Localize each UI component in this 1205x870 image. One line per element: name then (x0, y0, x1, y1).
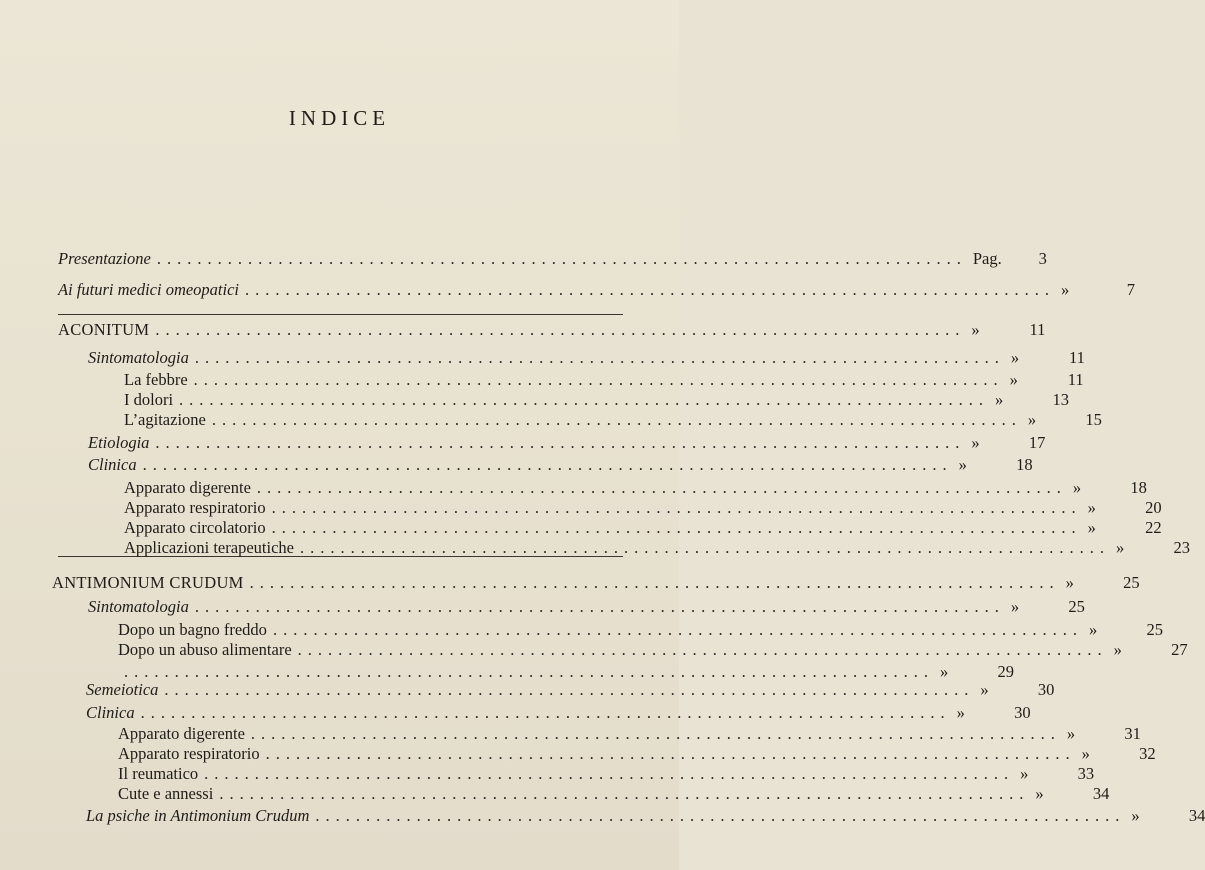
toc-entry (118, 744, 1156, 764)
page-reference (959, 455, 1033, 475)
toc-entry (58, 320, 1046, 340)
toc-entry-label: Dopo un bagno freddo (118, 620, 267, 639)
page-number: 11 (1067, 370, 1084, 389)
dot-leader: ................................................................................ (219, 784, 1030, 803)
page-title: INDICE (288, 106, 391, 131)
dot-leader: ................................................................................ (249, 573, 1060, 592)
page-reference (1067, 724, 1141, 744)
dot-leader: ................................................................................ (250, 724, 1061, 743)
dot-leader: ................................................................................ (179, 390, 990, 409)
dot-leader: ................................................................................ (256, 478, 1067, 497)
dot-leader: ................................................................................ (204, 764, 1015, 783)
page-number: 25 (1068, 597, 1085, 616)
toc-entry (118, 662, 1014, 682)
toc-entry (118, 764, 1095, 784)
page-reference (1011, 348, 1085, 368)
toc-entry-label: Ai futuri medici omeopatici (58, 280, 240, 299)
ditto-mark: Pag. (972, 249, 1002, 268)
page-reference (1114, 640, 1188, 660)
page-reference (957, 703, 1031, 723)
toc-entry-label: La febbre (124, 370, 188, 389)
toc-entry-label: Dopo un abuso alimentare (118, 640, 292, 659)
page-number: 27 (1171, 640, 1188, 659)
ditto-mark: » (1027, 410, 1037, 429)
dot-leader: ................................................................................ (297, 640, 1108, 659)
page-reference (1066, 573, 1140, 593)
page-number: 3 (1038, 249, 1047, 268)
dot-leader: ................................................................................ (315, 806, 1126, 825)
page-reference (973, 249, 1047, 269)
ditto-mark: » (1065, 573, 1074, 592)
page-reference (980, 680, 1054, 700)
page-number: 17 (1028, 433, 1046, 452)
page-number: 13 (1052, 390, 1070, 409)
toc-entry (118, 640, 1188, 660)
page-reference (1088, 518, 1162, 538)
toc-entry (58, 280, 1136, 300)
ditto-mark: » (1009, 370, 1018, 389)
page-number: 29 (997, 662, 1014, 681)
toc-entry-label: L’agitazione (124, 410, 206, 429)
page-reference (1020, 764, 1094, 784)
page-number: 23 (1173, 538, 1190, 557)
toc-entry-label: Apparato respiratorio (124, 498, 266, 517)
dot-leader: ................................................................................ (140, 703, 951, 722)
dot-leader: ................................................................................ (155, 320, 966, 339)
dot-leader: ................................................................................ (124, 662, 934, 681)
toc-entry-label: Apparato digerente (124, 478, 251, 497)
toc-entry (118, 620, 1163, 640)
dot-leader: ................................................................................ (142, 455, 953, 474)
dot-leader: ................................................................................ (193, 370, 1004, 389)
ditto-mark: » (980, 680, 989, 699)
toc-entry-label: La psiche in Antimonium Crudum (86, 806, 310, 825)
page-number: 11 (1068, 348, 1085, 367)
ditto-mark: » (1113, 640, 1122, 659)
ditto-mark: » (1131, 806, 1140, 825)
toc-entry (124, 498, 1162, 518)
toc-entry-label: I dolori (124, 390, 174, 409)
toc-entry-label: Apparato digerente (118, 724, 245, 743)
dot-leader: ................................................................................ (155, 433, 966, 452)
ditto-mark: » (1081, 744, 1090, 763)
page-reference (1088, 498, 1162, 518)
toc-entry-label: ACONITUM (58, 320, 150, 339)
toc-entry-label: Semeiotica (86, 680, 159, 699)
page-number: 30 (1037, 680, 1055, 699)
ditto-mark: » (1088, 620, 1098, 639)
ditto-mark: » (1010, 348, 1020, 367)
toc-entry-label: Applicazioni terapeutiche (124, 538, 294, 557)
toc-entry (86, 806, 1205, 826)
toc-entry (86, 703, 1031, 723)
toc-entry (124, 518, 1162, 538)
page-reference (1010, 370, 1084, 390)
toc-entry (124, 538, 1190, 558)
page-reference (1116, 538, 1190, 558)
page-reference (971, 320, 1045, 340)
page-reference (1089, 620, 1163, 640)
page-number: 11 (1029, 320, 1046, 339)
ditto-mark: » (1115, 538, 1125, 557)
ditto-mark: » (956, 703, 965, 722)
page-reference (1035, 784, 1109, 804)
page-number: 32 (1139, 744, 1156, 763)
page-reference (971, 433, 1045, 453)
ditto-mark: » (971, 433, 980, 452)
dot-leader: ................................................................................ (194, 597, 1005, 616)
dot-leader: ................................................................................ (245, 280, 1056, 299)
page-number: 18 (1130, 478, 1147, 497)
toc-entry (118, 784, 1110, 804)
page-reference (1131, 806, 1205, 826)
dot-leader: ................................................................................ (299, 538, 1110, 557)
page-reference (1073, 478, 1147, 498)
dot-leader: ................................................................................ (271, 498, 1082, 517)
dot-leader: ................................................................................ (272, 620, 1083, 639)
dot-leader: ................................................................................ (164, 680, 975, 699)
toc-entry (124, 478, 1147, 498)
toc-entry (52, 573, 1140, 593)
page-reference (1061, 280, 1135, 300)
ditto-mark: » (1061, 280, 1070, 299)
section-divider (58, 314, 623, 315)
toc-entry-label: Sintomatologia (88, 348, 189, 367)
page-number: 33 (1077, 764, 1095, 783)
page-number: 34 (1092, 784, 1110, 803)
ditto-mark: » (940, 662, 949, 681)
toc-entry-label: Presentazione (58, 249, 151, 268)
dot-leader: ................................................................................ (271, 518, 1082, 537)
page-reference (1011, 597, 1085, 617)
page-number: 31 (1124, 724, 1141, 743)
toc-entry (88, 597, 1085, 617)
page-number: 30 (1014, 703, 1031, 722)
page-number: 7 (1126, 280, 1136, 299)
toc-entry (124, 370, 1084, 390)
ditto-mark: » (1087, 518, 1096, 537)
page-number: 20 (1145, 498, 1162, 517)
page-number: 18 (1016, 455, 1033, 474)
ditto-mark: » (1020, 764, 1029, 783)
ditto-mark: » (1010, 597, 1020, 616)
dot-leader: ................................................................................ (194, 348, 1005, 367)
toc-entry-label: Il reumatico (118, 764, 199, 783)
page-reference (995, 390, 1069, 410)
dot-leader: ................................................................................ (265, 744, 1076, 763)
dot-leader: ................................................................................ (156, 249, 967, 268)
ditto-mark: » (971, 320, 980, 339)
ditto-mark: » (958, 455, 967, 474)
toc-entry (88, 433, 1046, 453)
dot-leader: ................................................................................ (211, 410, 1022, 429)
page-number: 34 (1188, 806, 1205, 825)
page-number: 22 (1145, 518, 1162, 537)
toc-entry-label: Cute e annessi (118, 784, 214, 803)
page-reference (940, 662, 1014, 682)
ditto-mark: » (1035, 784, 1044, 803)
page-number: 25 (1146, 620, 1163, 639)
toc-entry (118, 724, 1141, 744)
toc-entry-label: Apparato circolatorio (124, 518, 266, 537)
ditto-mark: » (995, 390, 1004, 409)
ditto-mark: » (1087, 498, 1096, 517)
toc-entry-label: Apparato respiratorio (118, 744, 260, 763)
toc-entry-label: ANTIMONIUM CRUDUM (52, 573, 244, 592)
toc-entry (58, 249, 1047, 269)
toc-entry-label: Sintomatologia (88, 597, 189, 616)
page-reference (1082, 744, 1156, 764)
ditto-mark: » (1066, 724, 1076, 743)
toc-entry-label: Etiologia (88, 433, 150, 452)
toc-entry (86, 680, 1055, 700)
toc-entry-label: Clinica (88, 455, 137, 474)
toc-entry-label: Clinica (86, 703, 135, 722)
toc-entry (124, 410, 1102, 430)
ditto-mark: » (1072, 478, 1082, 497)
toc-entry (88, 348, 1085, 368)
toc-entry (124, 390, 1070, 410)
page-number: 15 (1085, 410, 1102, 429)
toc-entry (88, 455, 1033, 475)
page-number: 25 (1123, 573, 1140, 592)
page-reference (1028, 410, 1102, 430)
